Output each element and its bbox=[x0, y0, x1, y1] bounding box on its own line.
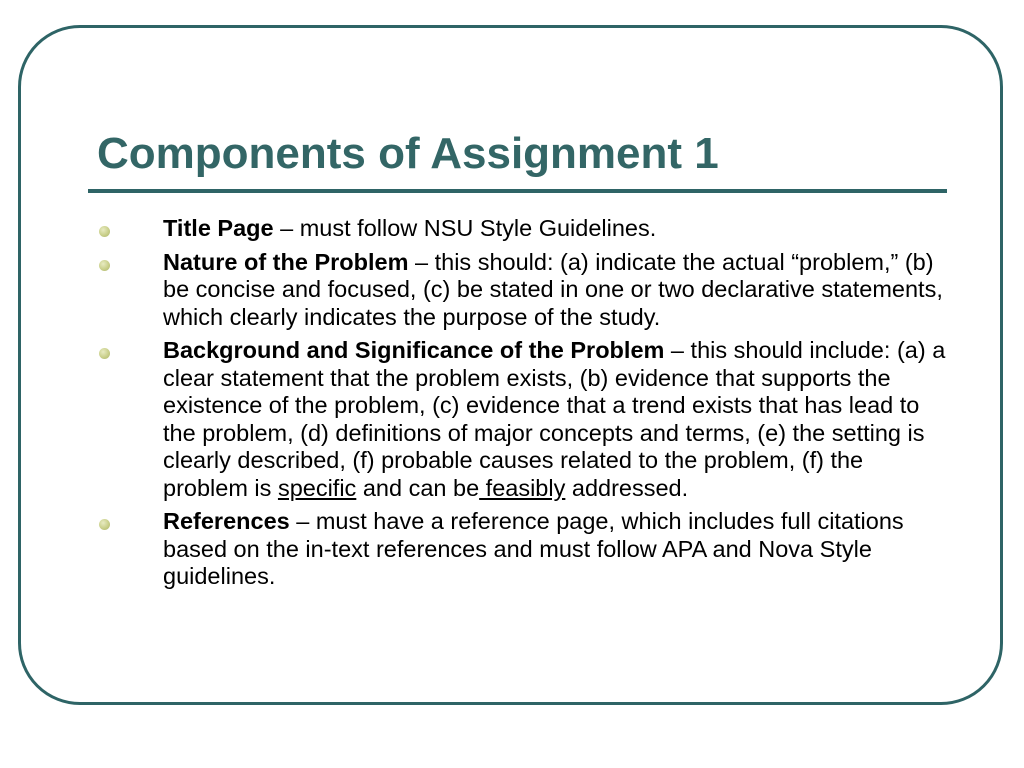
bullet-dot-icon bbox=[99, 260, 110, 271]
bullet-item-references bbox=[163, 508, 953, 591]
bullet-dot-icon bbox=[99, 348, 110, 359]
underlined-word-specific: specific bbox=[277, 474, 357, 501]
bullet-item-background-significance bbox=[163, 337, 953, 502]
bullet-dot-icon bbox=[99, 519, 110, 530]
bullet-text: – must have a reference page, which includes full citations based on the in-text references and must follow APA and Nova Style guidelines. bbox=[163, 508, 904, 589]
bullet-item-nature-of-problem bbox=[163, 249, 953, 332]
bullet-item-title-page bbox=[163, 215, 953, 243]
title-underline-rule bbox=[88, 189, 947, 193]
slide-title: Components of Assignment 1 bbox=[97, 129, 719, 178]
underlined-word-feasibly: feasibly bbox=[479, 474, 566, 501]
bullet-text: – this should: (a) indicate the actual “problem,” (b) be concise and focused, (c) be stated in one or two declarative statements, which clearly indicates the purpose of the study. bbox=[163, 248, 943, 330]
bullet-text: – this should include: (a) a clear statement that the problem exists, (b) evidence that supports the existence of the problem, (c) evidence that a trend exists that has lead to the problem, (d) definitions of major concepts and terms, (e) the setting is clearly described, (f) probable causes related to the problem, (f) the problem is bbox=[163, 337, 946, 501]
bullet-text: addressed. bbox=[565, 474, 689, 501]
bullet-heading: Title Page bbox=[163, 215, 274, 241]
bullet-heading: References bbox=[163, 508, 290, 534]
bullet-list bbox=[163, 215, 953, 597]
bullet-heading: Background and Significance of the Problem bbox=[163, 337, 665, 363]
bullet-heading: Nature of the Problem bbox=[163, 248, 409, 275]
bullet-text: – must follow NSU Style Guidelines. bbox=[273, 215, 657, 241]
bullet-text: and can be bbox=[356, 474, 480, 501]
bullet-dot-icon bbox=[99, 226, 110, 237]
